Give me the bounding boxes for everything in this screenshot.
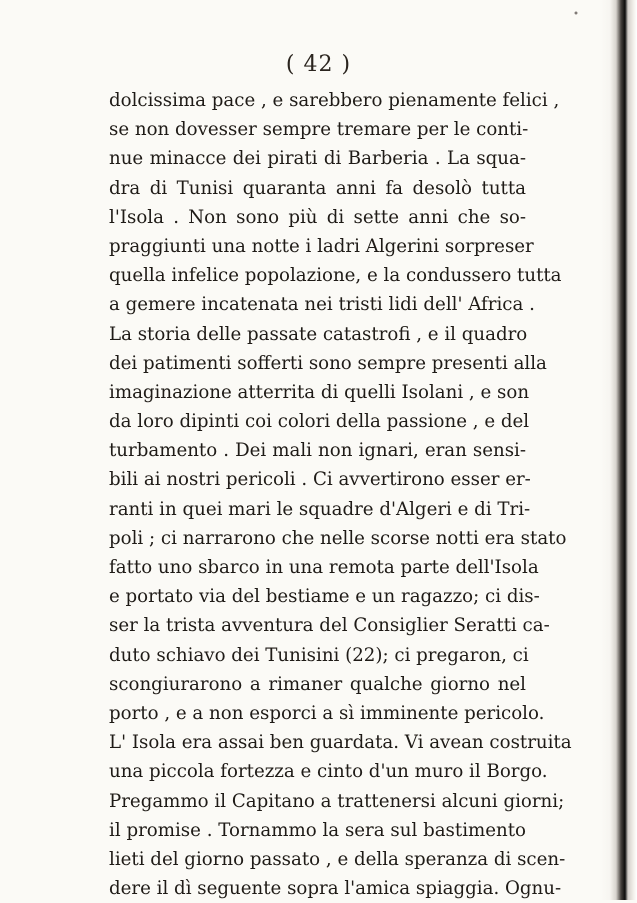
text-line: dei patimenti sofferti sono sempre presenti alla: [109, 352, 547, 374]
text-line: turbamento . Dei mali non ignari, eran sensi-: [109, 440, 526, 462]
text-line: dere il dì seguente sopra l'amica spiaggia. Ognu-: [109, 878, 562, 900]
body-text: [109, 86, 572, 903]
text-line: dolcissima pace , e sarebbero pienamente felici ,: [109, 90, 560, 111]
book-spine-edge: [601, 0, 637, 900]
text-line: se non dovesser sempre tremare per le conti-: [109, 119, 529, 141]
text-line: Pregammo il Capitano a trattenersi alcuni giorni;: [109, 790, 565, 812]
text-line: e portato via del bestiame e un ragazzo; ci dis-: [109, 586, 540, 608]
text-line: nue minacce dei pirati di Barberia . La squa-: [109, 148, 526, 170]
text-line: da loro dipinti coi colori della passione , e del: [109, 411, 530, 433]
text-line: lieti del giorno passato , e della speranza di scen-: [109, 848, 566, 870]
text-line: porto , e a non esporci a sì imminente pericolo.: [109, 702, 545, 724]
text-line: a gemere incatenata nei tristi lidi dell' Africa .: [109, 294, 535, 316]
text-line: fatto uno sbarco in una remota parte dell'Isola: [109, 557, 539, 578]
text-line: quella infelice popolazione, e la condussero tutta: [109, 265, 562, 287]
text-line: dra di Tunisi quaranta anni fa desolò tutta: [109, 177, 526, 199]
text-line: L' Isola era assai ben guardata. Vi avean costruita: [109, 732, 572, 754]
text-line: poli ; ci narrarono che nelle scorse notti era stato: [109, 527, 567, 549]
text-line: il promise . Tornammo la sera sul bastimento: [109, 819, 526, 841]
text-line: La storia delle passate catastrofi , e il quadro: [109, 323, 528, 345]
text-line: duto schiavo dei Tunisini (22); ci pregaron, ci: [109, 644, 529, 666]
text-line: bili ai nostri pericoli . Ci avvertirono esser er-: [109, 469, 531, 491]
text-line: imaginazione atterrita di quelli Isolani , e son: [109, 381, 530, 403]
text-line: una piccola fortezza e cinto d'un muro il Borgo.: [109, 761, 548, 783]
text-line: l'Isola . Non sono più di sette anni che so-: [109, 206, 526, 228]
text-line: praggiunti una notte i ladri Algerini sorpreser: [109, 235, 534, 257]
page-number: ( 42 ): [285, 52, 352, 77]
text-line: ranti in quei mari le squadre d'Algeri e di Tri-: [109, 498, 531, 520]
ink-speck: [571, 8, 581, 18]
text-line: scongiurarono a rimaner qualche giorno nel: [109, 673, 526, 695]
text-line: ser la trista avventura del Consiglier Seratti ca-: [109, 615, 550, 637]
